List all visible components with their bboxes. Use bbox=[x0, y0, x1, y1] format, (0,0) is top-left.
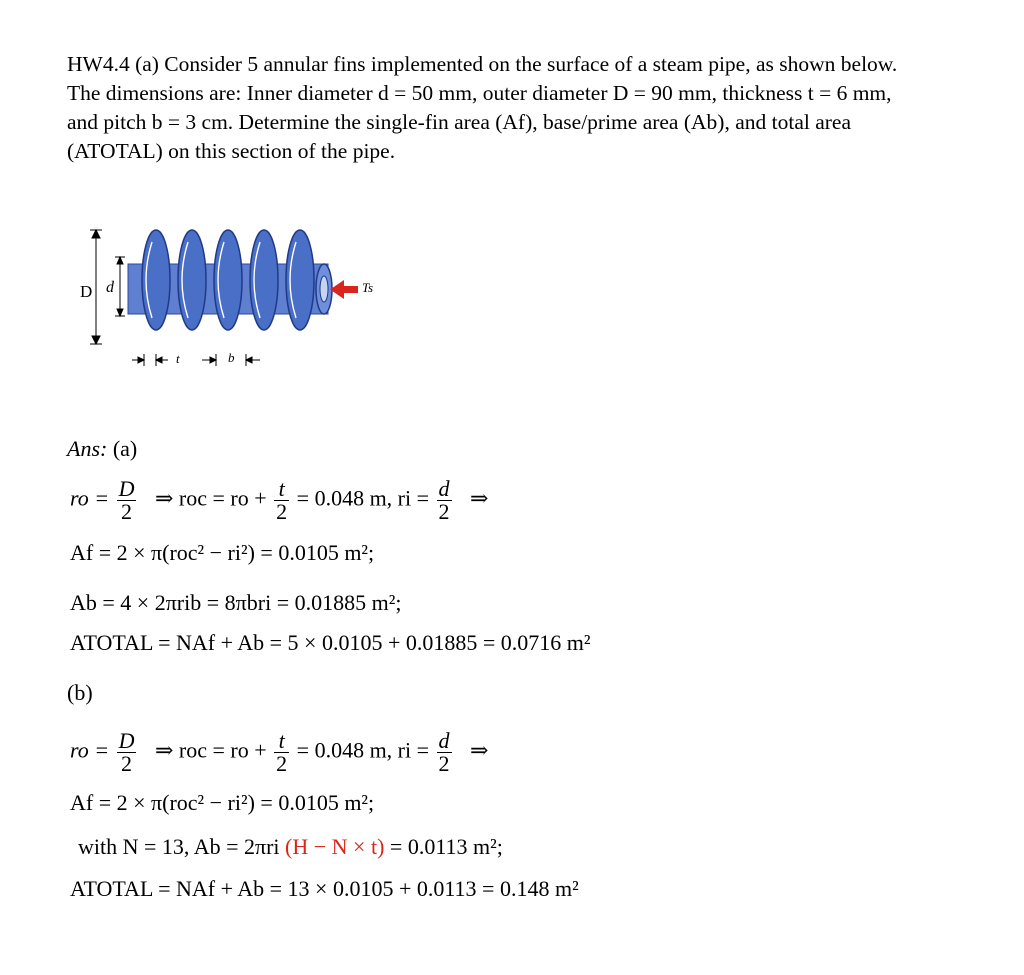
ans-part-b: (b) bbox=[67, 680, 93, 705]
dim-t bbox=[132, 354, 168, 366]
ans-label-row bbox=[67, 436, 137, 462]
a-frac-D: $\frac{D}{2}$ bbox=[118, 476, 135, 524]
label-t: t bbox=[176, 351, 180, 366]
a-eq-total-area: ATOTAL = NAf + Ab = 5 × 0.0105 + 0.01885 = 0.0716 m² bbox=[70, 630, 591, 655]
problem-line-1: HW4.4 (a) Consider 5 annular fins implemented on the surface of a steam pipe, as shown below. bbox=[67, 52, 898, 76]
a-eq-base-area: Ab = 4 × 2πrib = 8πbri = 0.01885 m²; bbox=[70, 590, 402, 615]
label-d: d bbox=[106, 279, 114, 296]
label-D: D bbox=[80, 282, 93, 301]
b-eq-base-highlight: (H − N × t) bbox=[285, 834, 385, 859]
b-eq-base-pre: with N = 13, Ab = 2πri bbox=[78, 834, 280, 859]
b-eq-fin-area: Af = 2 × π(roc² − ri²) = 0.0105 m²; bbox=[70, 790, 375, 815]
fin-diagram bbox=[60, 222, 390, 372]
problem-line-2: The dimensions are: Inner diameter d = 50 mm, outer diameter D = 90 mm, thickness t = 6 mm, bbox=[67, 81, 892, 105]
b-eq-total-area: ATOTAL = NAf + Ab = 13 × 0.0105 + 0.0113 = 0.148 m² bbox=[70, 876, 579, 901]
ans-part-a: (a) bbox=[112, 436, 138, 461]
a-frac-d: $\frac{d}{2}$ bbox=[438, 476, 450, 524]
a-eq-fin-area: Af = 2 × π(roc² − ri²) = 0.0105 m²; bbox=[70, 540, 375, 565]
heat-arrow bbox=[330, 280, 358, 299]
dim-d bbox=[115, 257, 125, 316]
b-eq-radii: ro = $\frac{D}{2}$ ⇒ roc = ro + $\frac{t}{2}$ = 0.048 m, ri = $\frac{d}{2}$ ⇒ bbox=[70, 728, 489, 776]
label-b: b bbox=[228, 350, 235, 365]
b-eq-base-area bbox=[78, 834, 503, 860]
fin-figure bbox=[60, 222, 390, 372]
a-roc-expr: ⇒ roc = ro + bbox=[154, 485, 267, 511]
fins bbox=[142, 230, 332, 330]
problem-statement bbox=[67, 50, 967, 166]
a-ro-label: ro = bbox=[70, 485, 110, 511]
problem-line-4: (ATOTAL) on this section of the pipe. bbox=[67, 139, 396, 163]
a-frac-t: $\frac{t}{2}$ bbox=[276, 476, 288, 524]
label-Ts: Ts bbox=[362, 280, 374, 295]
ans-label: Ans: bbox=[67, 436, 108, 461]
problem-line-3: and pitch b = 3 cm. Determine the single-fin area (Af), base/prime area (Ab), and total area bbox=[67, 110, 851, 134]
a-value-expr: = 0.048 m, ri = bbox=[296, 485, 430, 511]
b-eq-base-post: = 0.0113 m²; bbox=[389, 834, 503, 859]
a-implies-arrow: ⇒ bbox=[470, 485, 489, 511]
a-eq-radii bbox=[70, 478, 488, 523]
